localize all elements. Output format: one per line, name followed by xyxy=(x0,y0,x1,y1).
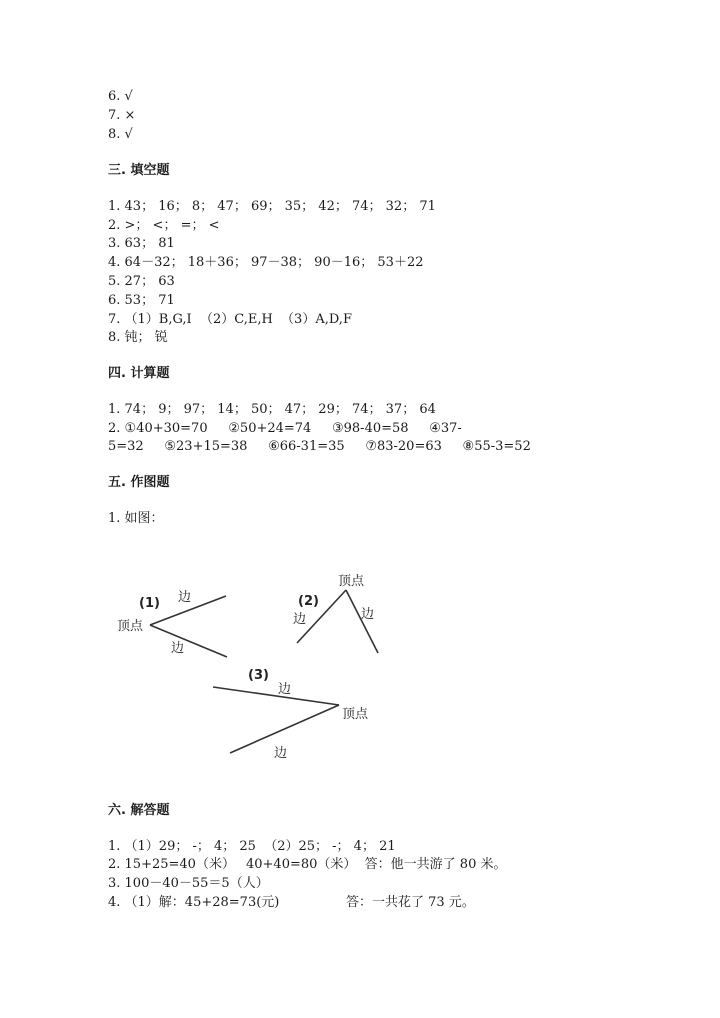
answer-line: 8. √ xyxy=(108,127,133,142)
angle3-side-label: 边 xyxy=(274,746,288,761)
answer-line: 2. 15+25=40（米） xyxy=(108,857,235,872)
section-heading-word-problems: 六. 解答题 xyxy=(108,803,170,818)
angle1-side-label: 边 xyxy=(171,641,185,656)
angle3-side-label: 边 xyxy=(278,682,292,697)
angle1-number: (1) xyxy=(139,596,160,611)
angle1-side-lower xyxy=(150,625,227,657)
angle2-vertex-label: 顶点 xyxy=(338,574,365,589)
section-heading-fill-in: 三. 填空题 xyxy=(108,163,170,178)
answer-line: 2. >； <； =； < xyxy=(108,218,220,233)
section-heading-drawing: 五. 作图题 xyxy=(108,475,170,490)
angle3-side-upper xyxy=(213,687,339,705)
answer-line: 4. （1）解：45+28=73(元) xyxy=(108,895,280,910)
angle2-number: (2) xyxy=(298,594,319,609)
answer-line: 3. 63； 81 xyxy=(108,236,175,251)
answer-line: 5. 27； 63 xyxy=(108,274,175,289)
answer-line: 6. 53； 71 xyxy=(108,293,175,308)
answer-line: 1. （1）29； -； 4； 25 （2）25； -； 4； 21 xyxy=(108,839,396,854)
answer-line: 5=32 ⑤23+15=38 ⑥66-31=35 ⑦83-20=63 ⑧55-3=52 xyxy=(108,439,531,454)
answer-line: 1. 如图： xyxy=(108,511,164,526)
angle3-vertex-label: 顶点 xyxy=(342,707,369,722)
answer-line: 答：一共花了 73 元。 xyxy=(346,895,475,910)
answer-line: 7. × xyxy=(108,108,136,123)
angle3-number: (3) xyxy=(248,668,269,683)
answer-line: 1. 74； 9； 97； 14； 50； 47； 29； 74； 37； 64 xyxy=(108,402,436,417)
angle2-side-label: 边 xyxy=(293,612,307,627)
answer-line: 40+40=80（米） 答：他一共游了 80 米。 xyxy=(246,857,507,872)
section-heading-calculation: 四. 计算题 xyxy=(108,366,170,381)
angle2-side-label: 边 xyxy=(361,607,375,622)
answer-line: 2. ①40+30=70 ②50+24=74 ③98-40=58 ④37- xyxy=(108,421,462,436)
answer-line: 8. 钝； 锐 xyxy=(108,330,168,345)
answer-line: 6. √ xyxy=(108,89,133,104)
answer-line: 1. 43； 16； 8； 47； 69； 35； 42； 74； 32； 71 xyxy=(108,199,436,214)
angle1-vertex-label: 顶点 xyxy=(117,619,144,634)
answer-line: 4. 64－32； 18＋36； 97－38； 90－16； 53＋22 xyxy=(108,255,424,270)
angle1-side-label: 边 xyxy=(178,590,192,605)
answer-line: 3. 100－40－55＝5（人） xyxy=(108,876,269,891)
answer-line: 7. （1）B,G,I （2）C,E,H （3）A,D,F xyxy=(108,312,352,327)
